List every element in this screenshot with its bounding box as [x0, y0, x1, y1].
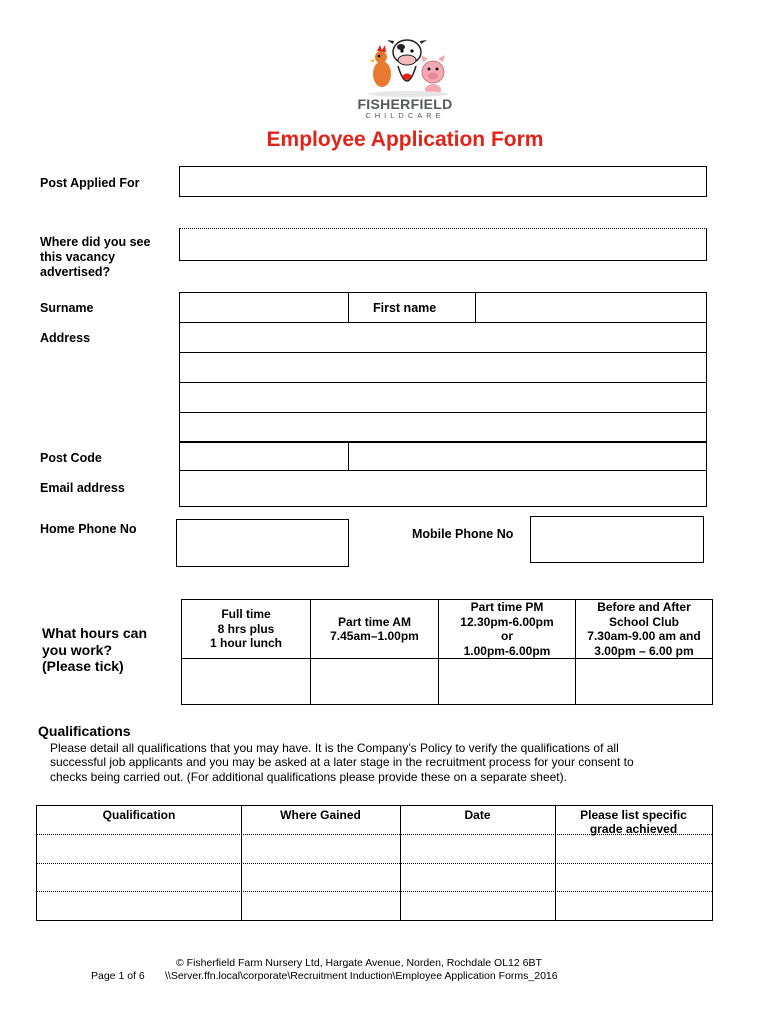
- qual-cell[interactable]: [556, 835, 712, 863]
- qual-cell[interactable]: [37, 892, 241, 920]
- qual-header-grade-line-2: grade achieved: [589, 822, 678, 836]
- where-seen-label-1: Where did you see: [40, 235, 151, 249]
- hours-header-text: 3.00pm – 6.00 pm: [594, 643, 694, 658]
- first-name-label: First name: [373, 301, 437, 315]
- home-phone-label: Home Phone No: [40, 522, 137, 536]
- hours-header-text: 8 hrs plus: [217, 621, 275, 636]
- hours-header-part-time-am: [310, 599, 439, 659]
- where-seen-label-3: advertised?: [40, 265, 111, 279]
- qual-cell[interactable]: [556, 892, 712, 920]
- footer-address: © Fisherfield Farm Nursery Ltd, Hargate Avenue, Norden, Rochdale OL12 6BT: [176, 957, 542, 969]
- qual-cell[interactable]: [37, 835, 241, 863]
- qual-header-grade: [555, 808, 712, 836]
- qualifications-line-2: successful job applicants and you may be asked at a later stage in the recruitment process for your consent to: [50, 755, 634, 770]
- post-code-field[interactable]: [179, 442, 349, 471]
- hours-question-line-2: you work?: [42, 641, 113, 658]
- post-applied-field[interactable]: [179, 166, 707, 197]
- hours-question-line-3: (Please tick): [42, 658, 124, 674]
- qual-header-where-gained: Where Gained: [280, 808, 361, 822]
- qualifications-description: [50, 741, 720, 784]
- mobile-phone-label: Mobile Phone No: [412, 527, 514, 541]
- hours-header-text: Before and After: [597, 600, 691, 614]
- hours-header-text: 7.30am-9.00 am and: [587, 629, 701, 643]
- qual-cell[interactable]: [556, 864, 712, 891]
- mobile-phone-field[interactable]: [530, 516, 704, 563]
- where-seen-label-2: this vacancy: [40, 250, 116, 264]
- hours-question-line-1: What hours can: [42, 625, 148, 641]
- hours-header-full-time: [181, 599, 311, 659]
- hours-tick-part-time-am[interactable]: [310, 658, 439, 705]
- first-name-field[interactable]: [475, 292, 707, 323]
- qual-header-date: Date: [464, 808, 491, 822]
- post-code-extra-field[interactable]: [348, 442, 707, 471]
- hours-header-text: 7.45am–1.00pm: [330, 629, 419, 643]
- post-code-label: Post Code: [40, 451, 102, 465]
- page-title: Employee Application Form: [266, 128, 544, 151]
- surname-field[interactable]: [179, 292, 349, 323]
- page-number: Page 1 of 6: [91, 970, 145, 982]
- home-phone-field[interactable]: [176, 519, 349, 567]
- hours-tick-full-time[interactable]: [181, 658, 311, 705]
- hours-header-part-time-pm: [438, 599, 576, 659]
- email-label: Email address: [40, 481, 125, 495]
- qual-header-qualification: Qualification: [102, 808, 176, 822]
- address-line-3[interactable]: [179, 382, 707, 413]
- where-seen-field[interactable]: [179, 228, 707, 261]
- qual-cell[interactable]: [242, 835, 400, 863]
- first-name-label-cell: [348, 292, 476, 323]
- qual-header-grade-line-1: Please list specific: [580, 808, 687, 822]
- qualifications-line-1: Please detail all qualifications that you may have. It is the Company’s Policy to verify the qualifications of all: [50, 741, 619, 755]
- qualifications-heading: Qualifications: [38, 723, 131, 739]
- hours-header-text: 1.00pm-6.00pm: [463, 643, 551, 658]
- address-line-4[interactable]: [179, 412, 707, 442]
- hours-header-text: 1 hour lunch: [210, 636, 282, 651]
- qual-cell[interactable]: [401, 864, 555, 891]
- hours-header-text: 12.30pm-6.00pm: [460, 614, 554, 629]
- qual-cell[interactable]: [242, 864, 400, 891]
- address-line-1[interactable]: [179, 322, 707, 353]
- address-line-2[interactable]: [179, 352, 707, 383]
- hours-tick-part-time-pm[interactable]: [438, 658, 576, 705]
- hours-header-text: or: [500, 629, 513, 643]
- qual-cell[interactable]: [37, 864, 241, 891]
- hours-question: [42, 625, 147, 675]
- hours-tick-school-club[interactable]: [575, 658, 713, 705]
- qual-cell[interactable]: [242, 892, 400, 920]
- footer-path: \\Server.ffn.local\corporate\Recruitment Induction\Employee Application Forms_2016: [165, 970, 558, 982]
- qual-cell[interactable]: [401, 892, 555, 920]
- brand-name: FISHERFIELD: [357, 96, 453, 112]
- qualifications-table: [36, 805, 713, 921]
- hours-header-text: Full time: [221, 607, 271, 622]
- address-label: Address: [40, 331, 91, 345]
- brand-subtitle: CHILDCARE: [365, 111, 445, 120]
- hours-header-text: Part time PM: [470, 600, 544, 614]
- hours-header-text: School Club: [609, 614, 679, 629]
- post-applied-label: Post Applied For: [40, 176, 140, 190]
- email-field[interactable]: [179, 470, 707, 507]
- qual-cell[interactable]: [401, 835, 555, 863]
- qualifications-line-3: checks being carried out. (For additional qualifications please provide these on a separate sheet).: [50, 769, 567, 784]
- surname-label: Surname: [40, 301, 94, 315]
- hours-header-school-club: [575, 599, 713, 659]
- hours-header-text: Part time AM: [338, 614, 411, 629]
